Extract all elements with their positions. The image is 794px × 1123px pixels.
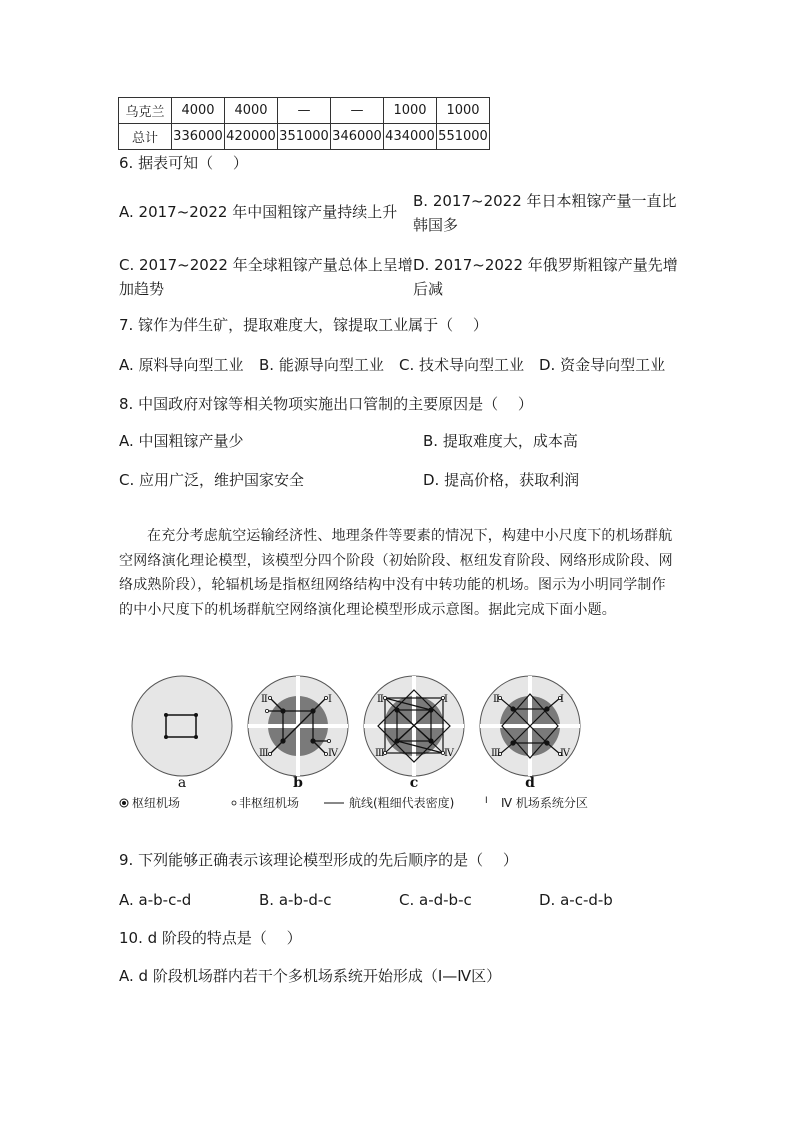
q6-option-d-line1: D. 2017~2022 年俄罗斯粗镓产量先增: [413, 256, 678, 274]
q6-option-c-line2: 加趋势: [119, 280, 165, 298]
q6-option-d-line2: 后减: [413, 280, 444, 298]
q7-option-d: D. 资金导向型工业: [539, 356, 666, 374]
q7-stem: 7. 镓作为伴生矿，提取难度大，镓提取工业属于（ ）: [119, 316, 488, 334]
table-cell: 总计: [119, 124, 172, 150]
legend-zone-prefix: Ⅰ: [485, 796, 488, 806]
zone-label-c-2: Ⅱ: [377, 694, 384, 705]
q9-option-a: A. a-b-c-d: [119, 891, 192, 909]
table-cell: 1000: [384, 98, 437, 124]
q10-option-a: A. d 阶段机场群内若干个多机场系统开始形成（Ⅰ—Ⅳ区）: [119, 967, 502, 985]
table-row: [119, 124, 490, 150]
route-line-icon: [324, 801, 344, 805]
q9-stem: 9. 下列能够正确表示该理论模型形成的先后顺序的是（ ）: [119, 851, 518, 869]
q10-stem: 10. d 阶段的特点是（ ）: [119, 929, 302, 947]
table-cell: 551000: [437, 124, 490, 150]
zone-label-c-3: Ⅲ: [375, 748, 385, 759]
table-cell: 434000: [384, 124, 437, 150]
q8-option-c: C. 应用广泛，维护国家安全: [119, 471, 305, 489]
zone-label-c-1: Ⅰ: [444, 694, 448, 705]
panel-label-a: a: [177, 775, 187, 791]
q8-stem: 8. 中国政府对镓等相关物项实施出口管制的主要原因是（ ）: [119, 395, 533, 413]
table-row: [119, 98, 490, 124]
q7-option-a: A. 原料导向型工业: [119, 356, 244, 374]
zone-label-b-3: Ⅲ: [259, 748, 269, 759]
table-cell: 4000: [172, 98, 225, 124]
table-cell: —: [278, 98, 331, 124]
q8-option-b: B. 提取难度大，成本高: [423, 432, 578, 450]
q7-option-b: B. 能源导向型工业: [259, 356, 384, 374]
legend-route-label: 航线(粗细代表密度): [349, 796, 455, 810]
reading-passage: 在充分考虑航空运输经济性、地理条件等要素的情况下，构建中小尺度下的机场群航空网络演化理论模型，该模型分四个阶段（初始阶段、枢纽发育阶段、网络形成阶段、网络成熟阶段），轮辐机场是指枢纽网络结构中没有中转功能的机场。图示为小明同学制作的中小尺度下的机场群航空网络演化理论模型形成示意图。据此完成下面小题。: [119, 528, 673, 618]
legend-hub-label: 枢纽机场: [132, 796, 181, 810]
q9-option-b: B. a-b-d-c: [259, 891, 332, 909]
q6-option-b-line2: 韩国多: [413, 216, 459, 234]
q7-option-c: C. 技术导向型工业: [399, 356, 525, 374]
zone-label-d-2: Ⅱ: [493, 694, 500, 705]
zone-label-c-4: Ⅳ: [444, 748, 454, 759]
q8-option-d: D. 提高价格，获取利润: [423, 471, 580, 489]
zone-label-b-2: Ⅱ: [261, 694, 268, 705]
legend-zone-label: Ⅳ 机场系统分区: [501, 796, 588, 810]
zone-label-b-1: Ⅰ: [328, 694, 332, 705]
q6-stem: 6. 据表可知（ ）: [119, 154, 248, 172]
nonhub-airport-icon: [231, 800, 237, 806]
panel-b: [248, 676, 348, 776]
q6-option-c-line1: C. 2017~2022 年全球粗镓产量总体上呈增: [119, 256, 413, 274]
zone-label-d-3: Ⅲ: [491, 748, 501, 759]
panel-label-d: d: [525, 775, 535, 791]
q6-option-a: A. 2017~2022 年中国粗镓产量持续上升: [119, 203, 398, 221]
table-cell: 336000: [172, 124, 225, 150]
table-cell: 346000: [331, 124, 384, 150]
panel-a: [132, 676, 232, 776]
q8-option-a: A. 中国粗镓产量少: [119, 432, 244, 450]
panel-d: [480, 676, 580, 776]
table-cell: 351000: [278, 124, 331, 150]
table-cell: 1000: [437, 98, 490, 124]
legend-nonhub-label: 非枢纽机场: [239, 796, 300, 810]
figure-legend: [119, 794, 619, 812]
table-cell: 4000: [225, 98, 278, 124]
zone-label-d-1: Ⅰ: [560, 694, 564, 705]
zone-label-d-4: Ⅳ: [560, 748, 570, 759]
hub-airport-icon: [119, 798, 129, 808]
q6-option-b-line1: B. 2017~2022 年日本粗镓产量一直比: [413, 192, 677, 210]
q9-option-d: D. a-c-d-b: [539, 891, 613, 909]
production-table: [118, 97, 490, 150]
panel-label-c: c: [409, 775, 419, 791]
zone-label-b-4: Ⅳ: [328, 748, 338, 759]
panel-label-b: b: [293, 775, 303, 791]
panel-c: [364, 676, 464, 776]
q9-option-c: C. a-d-b-c: [399, 891, 472, 909]
table-cell: 乌克兰: [119, 98, 172, 124]
table-cell: 420000: [225, 124, 278, 150]
table-cell: —: [331, 98, 384, 124]
